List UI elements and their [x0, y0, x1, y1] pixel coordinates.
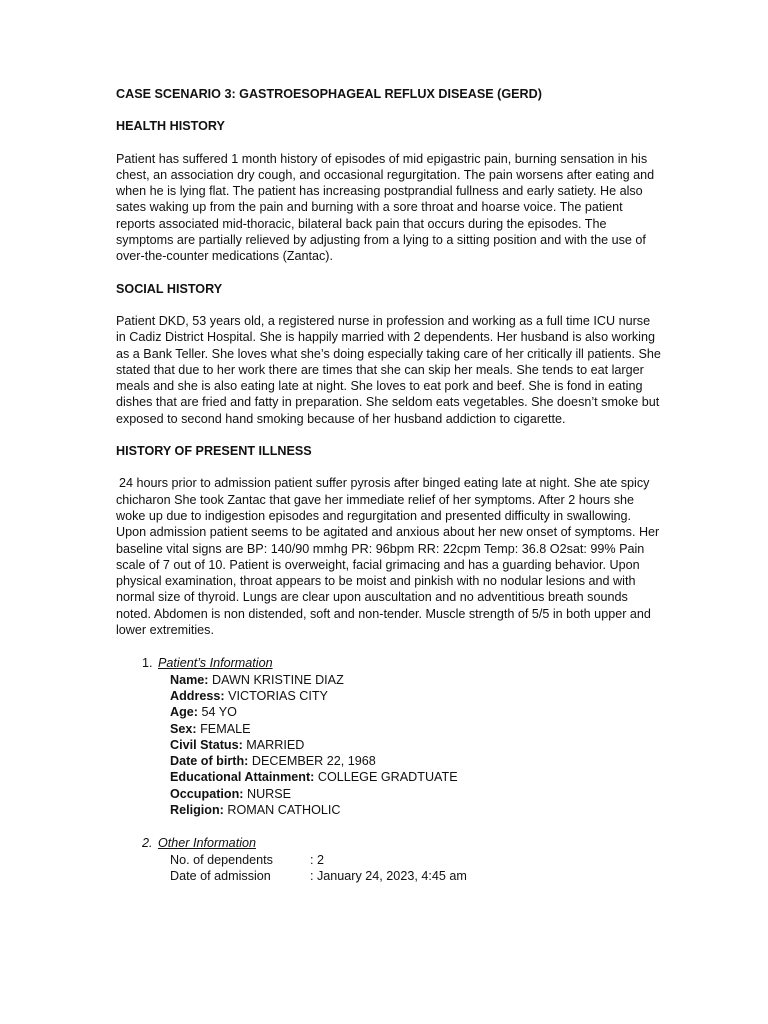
field-value: DECEMBER 22, 1968 [251, 754, 376, 769]
list-number: 2. [142, 836, 153, 851]
field-value: DAWN KRISTINE DIAZ [212, 672, 344, 687]
field-label: Educational Attainment: [170, 770, 315, 785]
field-row-sex [116, 721, 661, 737]
field-label: Date of admission [170, 868, 271, 883]
health-history-text: Patient has suffered 1 month history of episodes of mid epigastric pain, burning sensation in his chest, an association dry cough, and occasional regurgitation. The pain worsens after eating and when he is lying flat. The patient has increasing postprandial fullness and early satiety. He also sates waking up from the pain and burning with a sore throat and hoarse voice. The patient reports associated mid-thoracic, bilateral back pain that occurs during the episodes. The symptoms are partially relieved by adjusting from a lying to a sitting position and with the use of over-the-counter medications (Zantac). [116, 151, 655, 264]
field-row-age [116, 704, 661, 720]
field-label: Address: [170, 688, 225, 703]
field-row-religion [116, 802, 661, 818]
field-value: FEMALE [200, 721, 251, 736]
field-row-date-of-birth [116, 753, 661, 769]
social-history-heading: SOCIAL HISTORY [116, 281, 223, 296]
present-illness-heading: HISTORY OF PRESENT ILLNESS [116, 444, 312, 459]
field-value: COLLEGE GRADTUATE [317, 770, 458, 785]
social-history-text: Patient DKD, 53 years old, a registered nurse in profession and working as a full time ICU nurse in Cadiz District Hospital. She is happily married with 2 dependents. Her husband is also working as a Bank Teller. She loves what she’s doing especially taking care of her critically ill patients. She stated that due to her work there are times that she can skip her meals. She tends to eat larger meals and she is also eating late at night. She loves to eat pork and beef. She is fond in eating dishes that are fried and fatty in preparation. She seldom eats vegetables. She doesn’t smoke but exposed to second hand smoking because of her husband addiction to cigarette. [116, 313, 661, 426]
field-row-dependents [116, 852, 661, 868]
other-info-heading [116, 835, 661, 851]
field-value: : January 24, 2023, 4:45 am [310, 868, 467, 883]
health-history-heading: HEALTH HISTORY [116, 119, 225, 134]
field-label: Civil Status: [170, 737, 243, 752]
field-label: Age: [170, 705, 198, 720]
field-row-admission-date [116, 868, 661, 884]
field-value: MARRIED [246, 737, 305, 752]
field-row-occupation [116, 786, 661, 802]
field-value: VICTORIAS CITY [228, 688, 328, 703]
field-label: Date of birth: [170, 754, 249, 769]
field-label: Name: [170, 672, 209, 687]
field-row-civil-status [116, 737, 661, 753]
field-row-education [116, 769, 661, 785]
present-illness-text-2: Upon admission patient seems to be agitated and anxious about her new onset of symptoms. Her baseline vital signs are BP: 140/90 mmhg PR: 96bpm RR: 22cpm Temp: 36.8 O2sat: 99% Pain scale of 7 out of 10. Patient is overweight, facial grimacing and has a guarding behavior. Upon physical examination, throat appears to be moist and pinkish with no nodular lesions and with normal size of thyroid. Lungs are clear upon auscultation and no adventitious breath sounds noted. Abdomen is non distended, soft and non-tender. Muscle strength of 5/5 in both upper and lower extremities. [116, 525, 660, 638]
field-label: Occupation: [170, 786, 244, 801]
field-value: : 2 [310, 852, 325, 867]
other-info-title: Other Information [158, 836, 256, 851]
field-label: Religion: [170, 802, 224, 817]
field-value: ROMAN CATHOLIC [227, 802, 341, 817]
list-number: 1. [142, 656, 153, 671]
case-title: CASE SCENARIO 3: GASTROESOPHAGEAL REFLUX DISEASE (GERD) [116, 87, 542, 101]
field-label: Sex: [170, 721, 197, 736]
patient-info-heading [116, 655, 661, 671]
document-page [116, 86, 661, 884]
present-illness-text-1: 24 hours prior to admission patient suffer pyrosis after binged eating late at night. She ate spicy chicharon She took Zantac that gave her immediate relief of her symptoms. After 2 hours she woke up due to indigestion episodes and regurgitation and presented difficulty in swallowing. [116, 476, 650, 523]
patient-info-title: Patient’s Information [158, 656, 273, 671]
field-row-name [116, 672, 661, 688]
field-row-address [116, 688, 661, 704]
field-value: 54 YO [201, 705, 237, 720]
field-label: No. of dependents [170, 852, 273, 867]
field-value: NURSE [246, 786, 292, 801]
